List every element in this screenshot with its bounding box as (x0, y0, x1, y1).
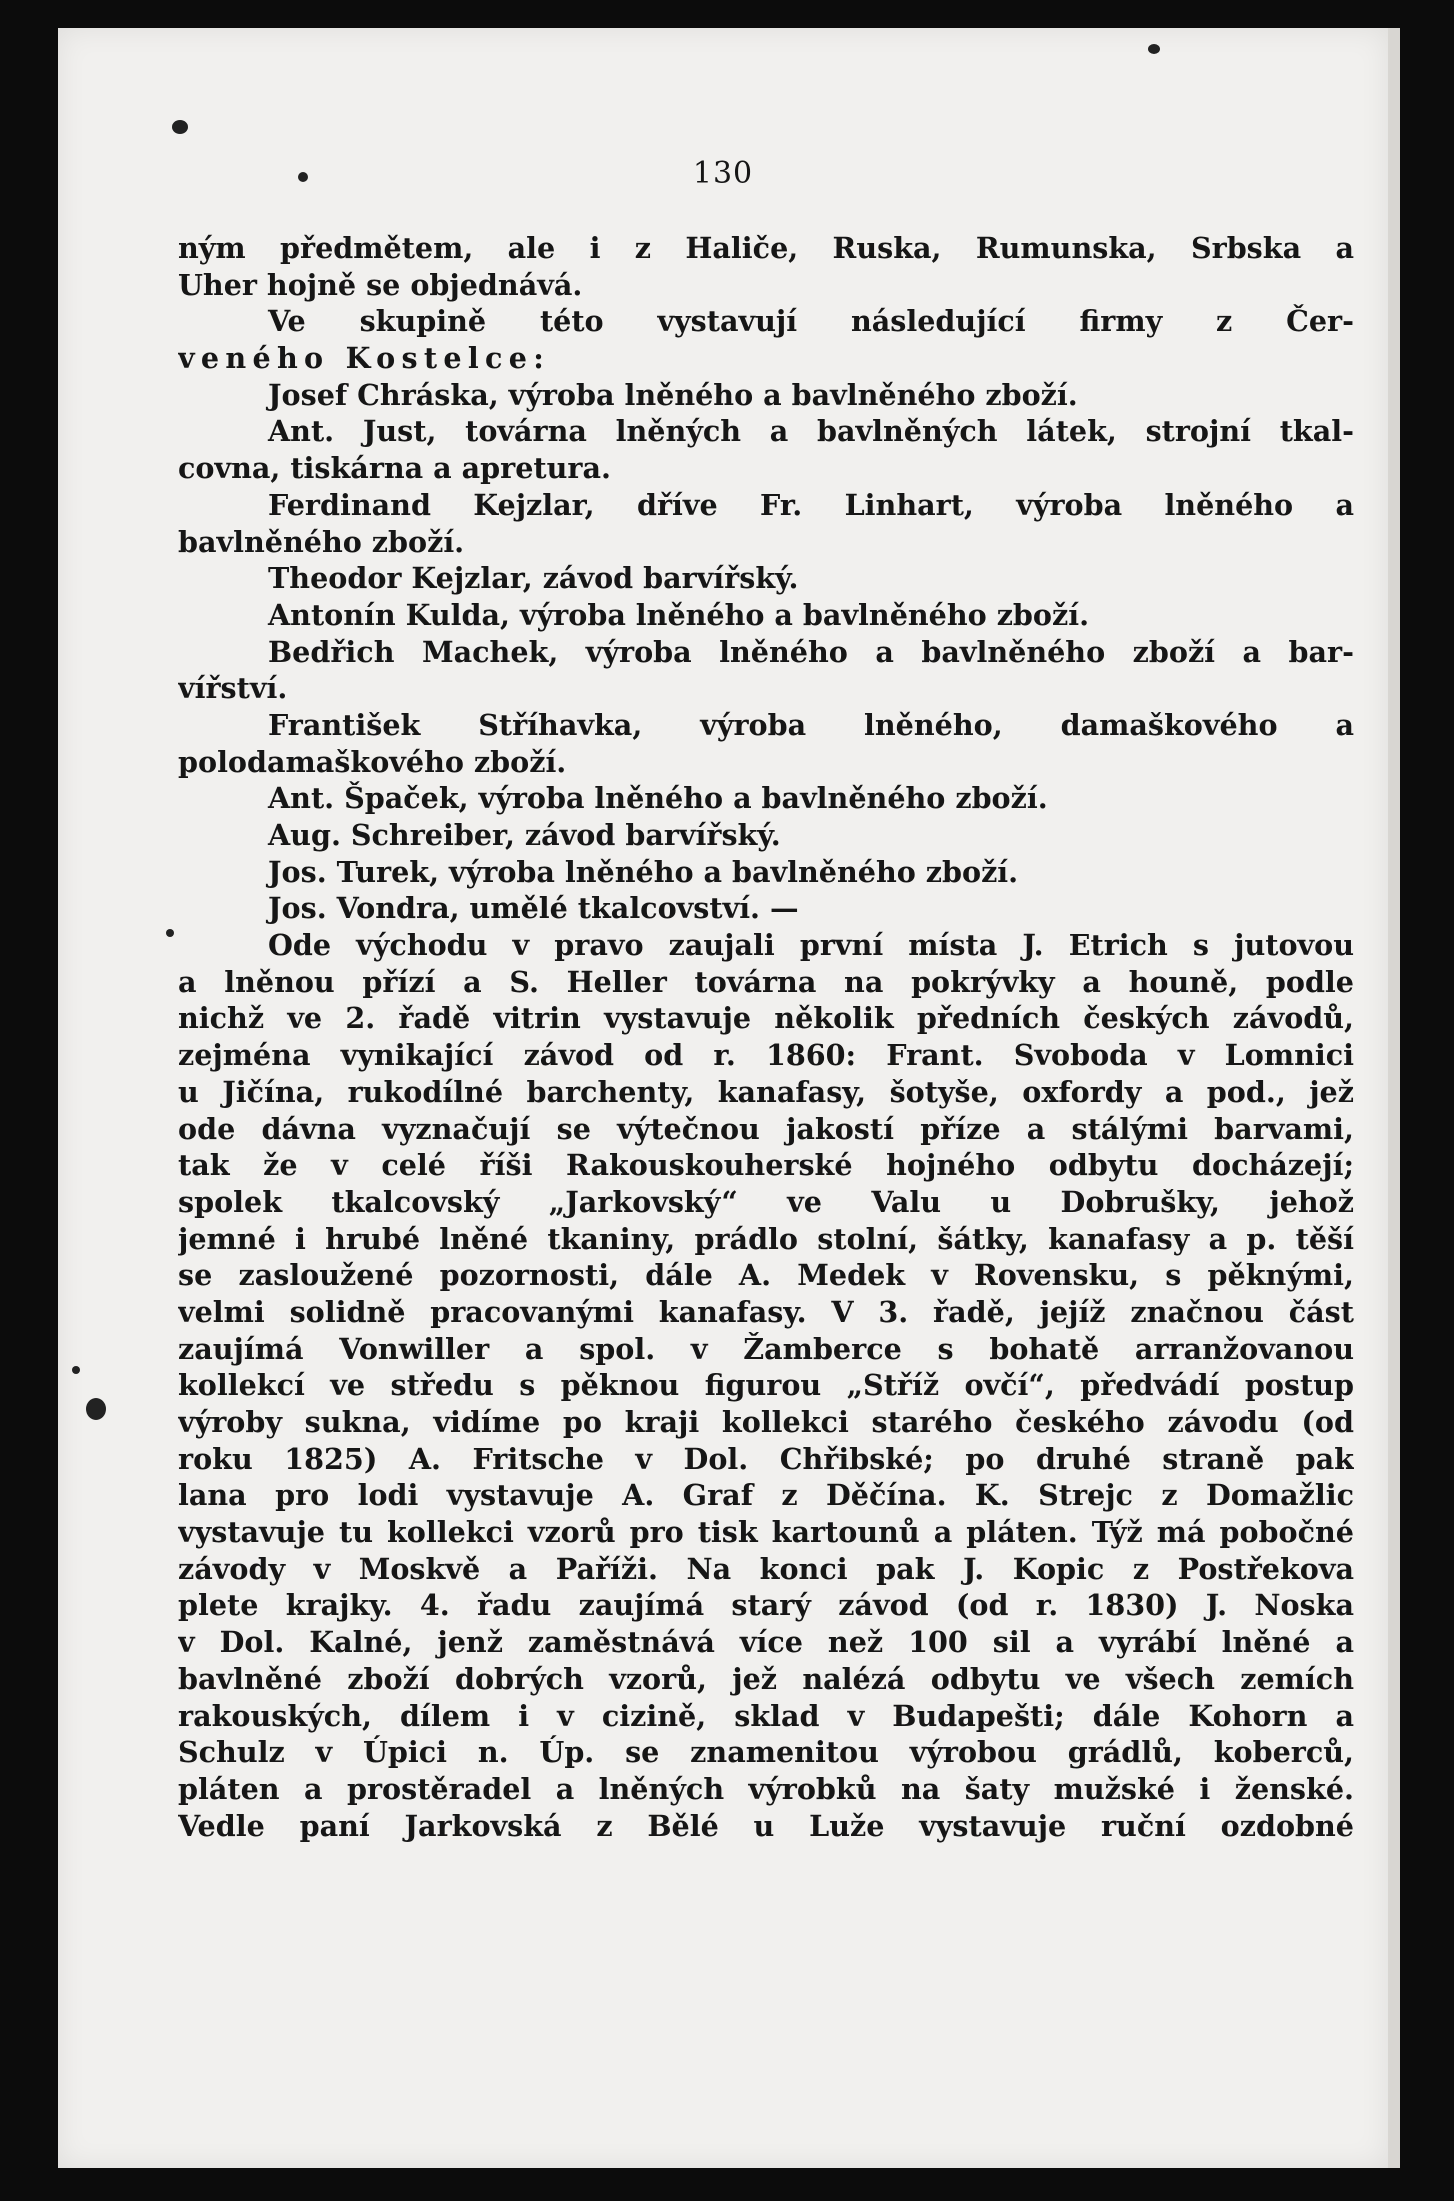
text-line: ode dávna vyznačují se výtečnou jakostí příze a stálými barvami, (178, 1111, 1354, 1146)
text-line: Schulz v Úpici n. Úp. se znamenitou výrobou grádlů, koberců, (178, 1735, 1354, 1770)
text-line: Vedle paní Jarkovská z Bělé u Luže vystavuje ruční ozdobné (178, 1808, 1354, 1843)
text-line: Ant. Špaček, výroba lněného a bavlněného zboží. (268, 781, 1048, 816)
text-line: Aug. Schreiber, závod barvířský. (268, 818, 781, 852)
scan-speck (72, 1366, 80, 1374)
text-line: u Jičína, rukodílné barchenty, kanafasy, šotyše, oxfordy a pod., jež (178, 1074, 1354, 1109)
text-line: Jos. Vondra, umělé tkalcovství. — (268, 891, 799, 926)
text-line: nichž ve 2. řadě vitrin vystavuje několik předních českých závodů, (178, 1001, 1354, 1036)
text-line: závody v Moskvě a Paříži. Na konci pak J. Kopic z Postřekova (178, 1551, 1354, 1586)
text-line: vířství. (178, 671, 288, 706)
text-line: bavlněné zboží dobrých vzorů, jež nalézá odbytu ve všech zemích (178, 1661, 1354, 1696)
text-line: jemné i hrubé lněné tkaniny, prádlo stolní, šátky, kanafasy a p. těší (178, 1221, 1354, 1256)
scan-speck (86, 1398, 106, 1420)
text-line: v Dol. Kalné, jenž zaměstnává více než 100 sil a vyrábí lněné a (178, 1625, 1354, 1660)
text-line: Bedřich Machek, výroba lněného a bavlněného zboží a bar- (268, 634, 1354, 669)
page-text (178, 230, 1354, 1844)
text-line: Antonín Kulda, výroba lněného a bavlněného zboží. (268, 597, 1090, 632)
text-line: výroby sukna, vidíme po kraji kollekci starého českého závodu (od (178, 1405, 1354, 1439)
text-line: Ant. Just, továrna lněných a bavlněných látek, strojní tkal- (268, 414, 1354, 449)
text-line: Ode východu v pravo zaujali první místa J. Etrich s jutovou (268, 928, 1354, 963)
text-line: kollekcí ve středu s pěknou figurou „Stříž ovčí“, předvádí postup (178, 1368, 1354, 1403)
text-line: Josef Chráska, výroba lněného a bavlněného zboží. (268, 377, 1078, 412)
scan-speck (298, 172, 308, 182)
text-line: rakouských, dílem i v cizině, sklad v Budapešti; dále Kohorn a (178, 1698, 1354, 1733)
page-number: 130 (692, 156, 754, 191)
text-line: velmi solidně pracovanými kanafasy. V 3. řadě, jejíž značnou část (178, 1294, 1354, 1329)
page-edge (1388, 28, 1400, 2168)
scan-speck (172, 120, 188, 134)
text-line: zejména vynikající závod od r. 1860: Frant. Svoboda v Lomnici (178, 1038, 1354, 1073)
text-line: a lněnou přízí a S. Heller továrna na pokrývky a houně, podle (178, 964, 1354, 999)
text-line: ným předmětem, ale i z Haliče, Ruska, Rumunska, Srbska a (178, 231, 1354, 265)
text-line: veného Kostelce: (178, 341, 551, 376)
text-line: Jos. Turek, výroba lněného a bavlněného zboží. (268, 854, 1019, 889)
text-line: spolek tkalcovský „Jarkovský“ ve Valu u Dobrušky, jehož (178, 1184, 1354, 1219)
text-line: lana pro lodi vystavuje A. Graf z Děčína. K. Strejc z Domažlic (178, 1478, 1354, 1513)
text-line: zaujímá Vonwiller a spol. v Žamberce s bohatě arranžovanou (178, 1331, 1354, 1366)
text-line: covna, tiskárna a apretura. (178, 451, 611, 486)
text-line: se zasloužené pozornosti, dále A. Medek v Rovensku, s pěknými, (178, 1258, 1354, 1293)
text-line: Ferdinand Kejzlar, dříve Fr. Linhart, výroba lněného a (268, 487, 1354, 522)
text-line: tak že v celé říši Rakouskouherské hojného odbytu docházejí; (178, 1148, 1354, 1183)
text-line: František Stříhavka, výroba lněného, damaškového a (268, 707, 1354, 742)
text-line: polodamaškového zboží. (178, 744, 567, 779)
text-line: plete krajky. 4. řadu zaujímá starý závod (od r. 1830) J. Noska (178, 1588, 1354, 1623)
text-line: Ve skupině této vystavují následující firmy z Čer- (268, 304, 1354, 339)
text-line: pláten a prostěradel a lněných výrobků na šaty mužské i ženské. (178, 1771, 1354, 1806)
scan-speck (166, 929, 174, 937)
scan-speck (1148, 44, 1160, 54)
text-line: Theodor Kejzlar, závod barvířský. (268, 561, 799, 596)
text-line: Uher hojně se objednává. (178, 267, 583, 302)
text-line: vystavuje tu kollekci vzorů pro tisk kartounů a pláten. Týž má pobočné (178, 1515, 1354, 1550)
text-line: roku 1825) A. Fritsche v Dol. Chřibské; po druhé straně pak (178, 1441, 1354, 1476)
text-line: bavlněného zboží. (178, 524, 465, 559)
